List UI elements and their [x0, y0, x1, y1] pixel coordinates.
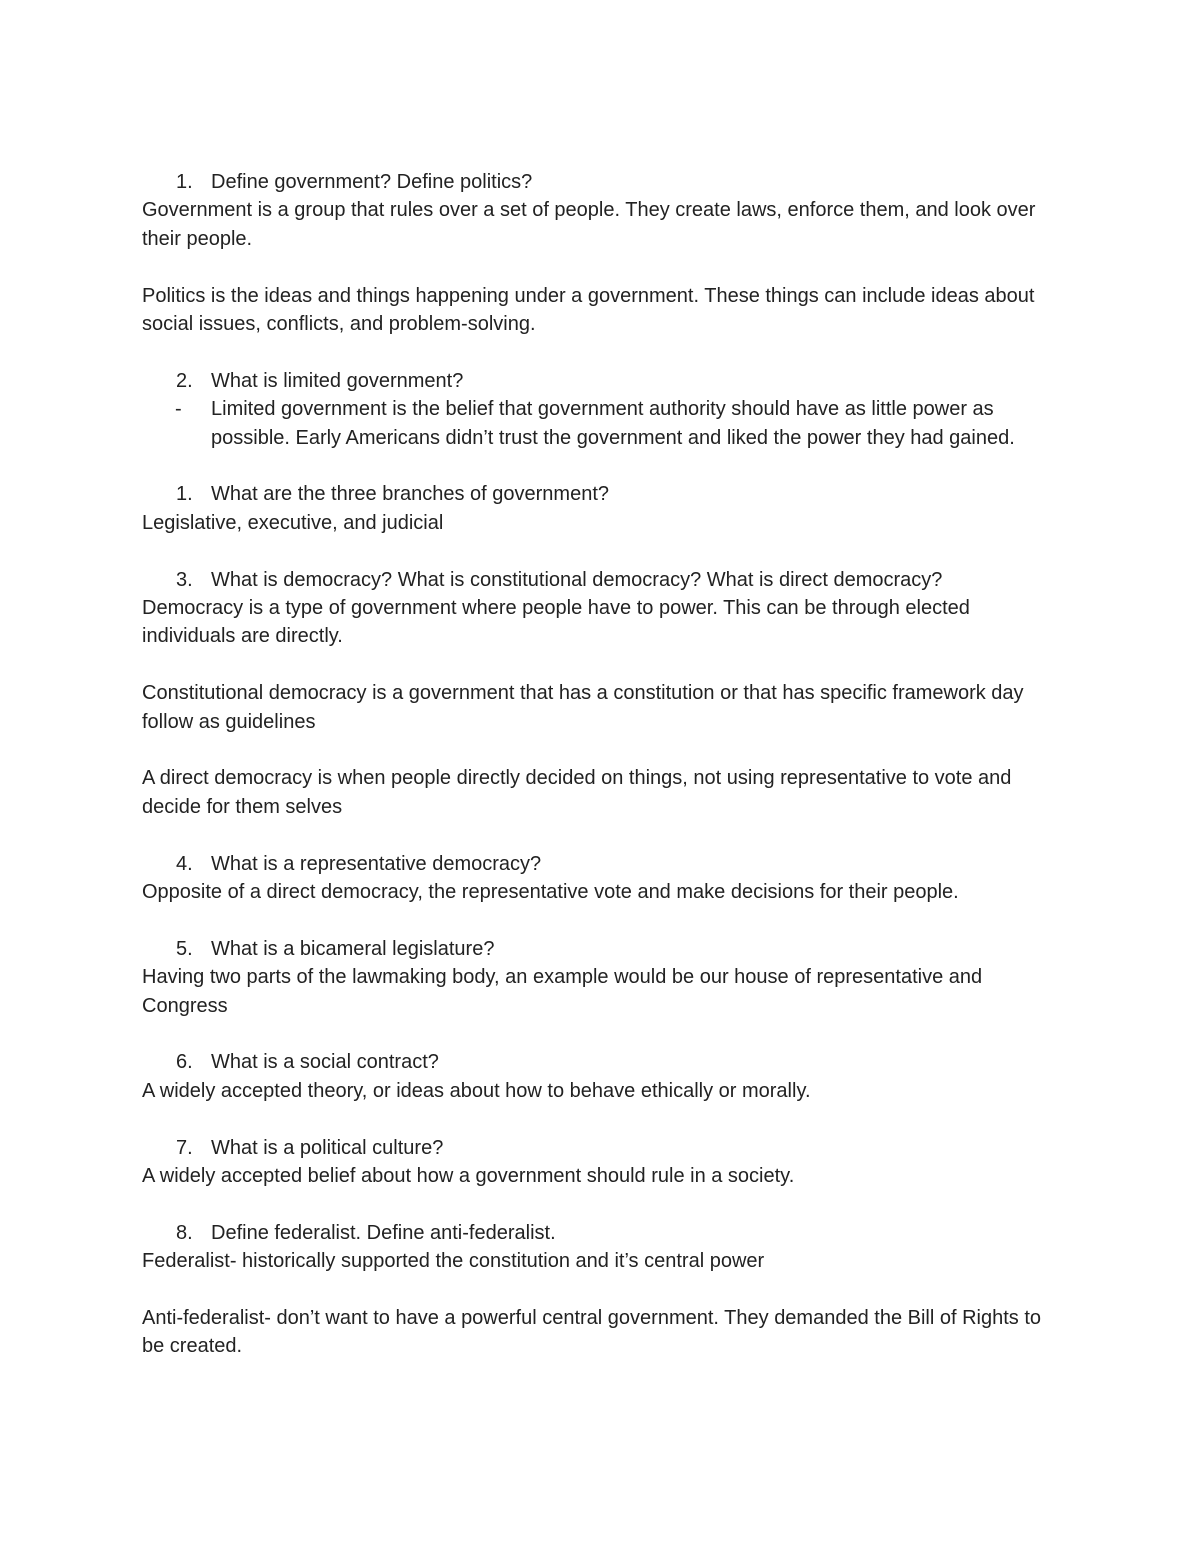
paragraph-spacer	[142, 253, 1062, 281]
bullet-item	[142, 395, 1062, 452]
question-item	[142, 168, 1062, 196]
paragraph-spacer	[142, 906, 1062, 934]
question-number: 2.	[176, 369, 193, 392]
answer-paragraph: A direct democracy is when people directly decided on things, not using representative to vote and decide for them selves	[142, 767, 1012, 818]
question-number: 1.	[176, 171, 193, 193]
document-body	[142, 168, 1062, 1361]
question-text: What are the three branches of government?	[211, 483, 610, 506]
question-item	[142, 480, 1062, 508]
answer-paragraph: Anti-federalist- don’t want to have a powerful central government. They demanded the Bill of Rights to be created.	[142, 1307, 1042, 1358]
paragraph-spacer	[142, 338, 1062, 366]
answer-paragraph: Politics is the ideas and things happening under a government. These things can include ideas about social issues, conflicts, and problem-solving.	[142, 284, 1035, 336]
question-text: What is a representative democracy?	[211, 852, 542, 875]
bullet-text: Limited government is the belief that government authority should have as little power as possible. Early Americans didn’t trust the government and liked the power they had gained.	[211, 398, 1015, 449]
answer-paragraph: A widely accepted theory, or ideas about how to behave ethically or morally.	[142, 1079, 811, 1102]
paragraph-spacer	[142, 736, 1062, 764]
bullet-marker: -	[175, 398, 182, 421]
paragraph-spacer	[142, 452, 1062, 480]
answer-paragraph: Having two parts of the lawmaking body, an example would be our house of representative and Congress	[142, 966, 983, 1017]
question-item	[142, 1219, 1062, 1247]
answer-paragraph: Legislative, executive, and judicial	[142, 511, 444, 534]
question-number: 6.	[176, 1051, 193, 1074]
answer-paragraph: Government is a group that rules over a set of people. They create laws, enforce them, and look over their people.	[142, 199, 1036, 250]
paragraph-spacer	[142, 1105, 1062, 1133]
question-item	[142, 1048, 1062, 1076]
paragraph-spacer	[142, 1190, 1062, 1218]
paragraph-spacer	[142, 1276, 1062, 1304]
question-text: Define federalist. Define anti-federalist.	[211, 1221, 556, 1244]
paragraph-spacer	[142, 651, 1062, 679]
question-number: 4.	[176, 852, 193, 875]
answer-paragraph: A widely accepted belief about how a government should rule in a society.	[142, 1165, 795, 1188]
answer-paragraph: Democracy is a type of government where people have to power. This can be through elected individuals are directly.	[142, 597, 970, 648]
question-item	[142, 1134, 1062, 1162]
answer-paragraph: Federalist- historically supported the constitution and it’s central power	[142, 1250, 765, 1273]
question-item	[142, 935, 1062, 963]
question-number: 7.	[176, 1136, 193, 1159]
question-text: What is a bicameral legislature?	[211, 937, 495, 960]
question-text: What is a political culture?	[211, 1136, 444, 1159]
question-number: 1.	[176, 483, 193, 506]
question-number: 5.	[176, 937, 193, 960]
question-text: What is a social contract?	[211, 1051, 439, 1074]
answer-paragraph: Opposite of a direct democracy, the representative vote and make decisions for their people.	[142, 881, 959, 904]
paragraph-spacer	[142, 821, 1062, 849]
paragraph-spacer	[142, 537, 1062, 565]
question-text: What is limited government?	[211, 369, 464, 392]
question-item	[142, 850, 1062, 878]
answer-paragraph: Constitutional democracy is a government that has a constitution or that has specific framework day follow as guidelines	[142, 682, 1024, 733]
question-number: 3.	[176, 568, 193, 591]
question-item	[142, 566, 1062, 594]
question-text: What is democracy? What is constitutional democracy? What is direct democracy?	[211, 568, 943, 591]
question-number: 8.	[176, 1221, 193, 1244]
paragraph-spacer	[142, 1020, 1062, 1048]
question-item	[142, 367, 1062, 395]
question-text: Define government? Define politics?	[211, 171, 533, 193]
